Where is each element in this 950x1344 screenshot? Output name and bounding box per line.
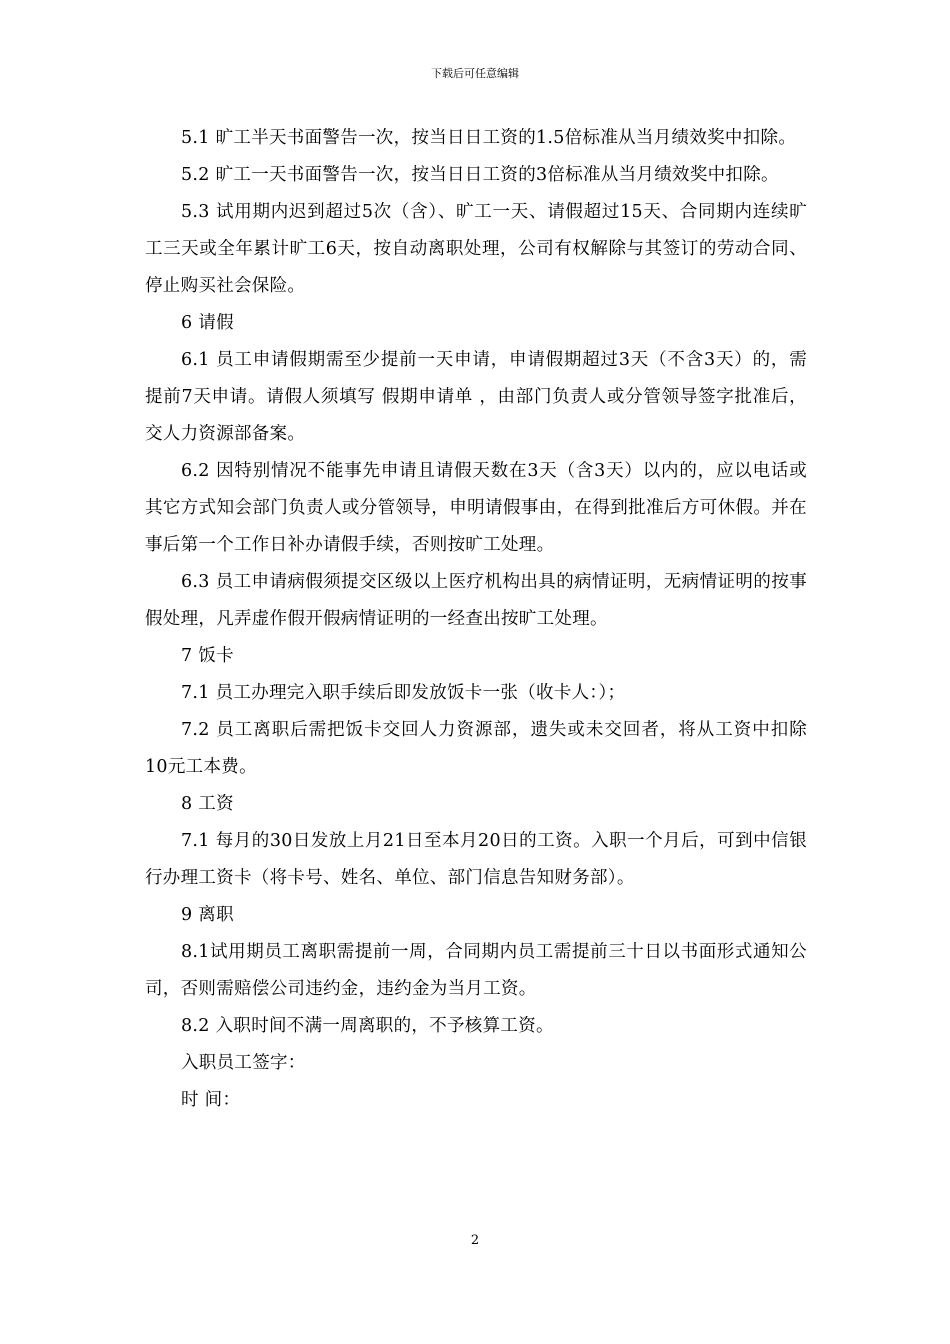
section-heading-resignation: 9 离职 <box>181 905 234 925</box>
page-number: 2 <box>470 1233 480 1248</box>
clause-8-1: 8.1试用期员工离职需提前一周，合同期内员工需提前三十日以书面形式通知公司，否则需赔偿公司违约金，违约金为当月工资。 <box>145 942 807 999</box>
clause-5-2: 5.2 旷工一天书面警告一次，按当日日工资的3倍标准从当月绩效奖中扣除。 <box>181 165 779 185</box>
page-header: 下载后可任意编辑 <box>431 67 519 80</box>
section-heading-leave: 6 请假 <box>181 313 234 333</box>
clause-salary-7-1: 7.1 每月的30日发放上月21日至本月20日的工资。入职一个月后，可到中信银行办理工资卡（将卡号、姓名、单位、部门信息告知财务部）。 <box>145 831 807 888</box>
clause-6-2: 6.2 因特别情况不能事先申请且请假天数在3天（含3天）以内的，应以电话或其它方式知会部门负责人或分管领导，申明请假事由，在得到批准后方可休假。并在事后第一个工作日补办请假手续，否则按旷工处理。 <box>145 461 807 555</box>
clause-8-2: 8.2 入职时间不满一周离职的，不予核算工资。 <box>181 1016 554 1036</box>
clause-6-3: 6.3 员工申请病假须提交区级以上医疗机构出具的病情证明，无病情证明的按事假处理，凡弄虚作假开假病情证明的一经查出按旷工处理。 <box>145 572 807 629</box>
document-body <box>145 120 807 1119</box>
clause-5-3: 5.3 试用期内迟到超过5次（含）、旷工一天、请假超过15天、合同期内连续旷工三天或全年累计旷工6天，按自动离职处理，公司有权解除与其签订的劳动合同、停止购买社会保险。 <box>145 202 807 296</box>
clause-5-1: 5.1 旷工半天书面警告一次，按当日日工资的1.5倍标准从当月绩效奖中扣除。 <box>181 128 797 148</box>
clause-7-2: 7.2 员工离职后需把饭卡交回人力资源部，遗失或未交回者，将从工资中扣除10元工本费。 <box>145 720 807 777</box>
clause-6-1: 6.1 员工申请假期需至少提前一天申请，申请假期超过3天（不含3天）的，需提前7天申请。请假人须填写 假期申请单 ，由部门负责人或分管领导签字批准后，交人力资源部备案。 <box>145 350 807 444</box>
section-heading-salary: 8 工资 <box>181 794 234 814</box>
date-label: 时 间： <box>181 1090 241 1110</box>
employee-signature-label: 入职员工签字： <box>181 1053 306 1073</box>
section-heading-meal-card: 7 饭卡 <box>181 646 234 666</box>
clause-7-1: 7.1 员工办理完入职手续后即发放饭卡一张（收卡人：）； <box>181 683 626 703</box>
